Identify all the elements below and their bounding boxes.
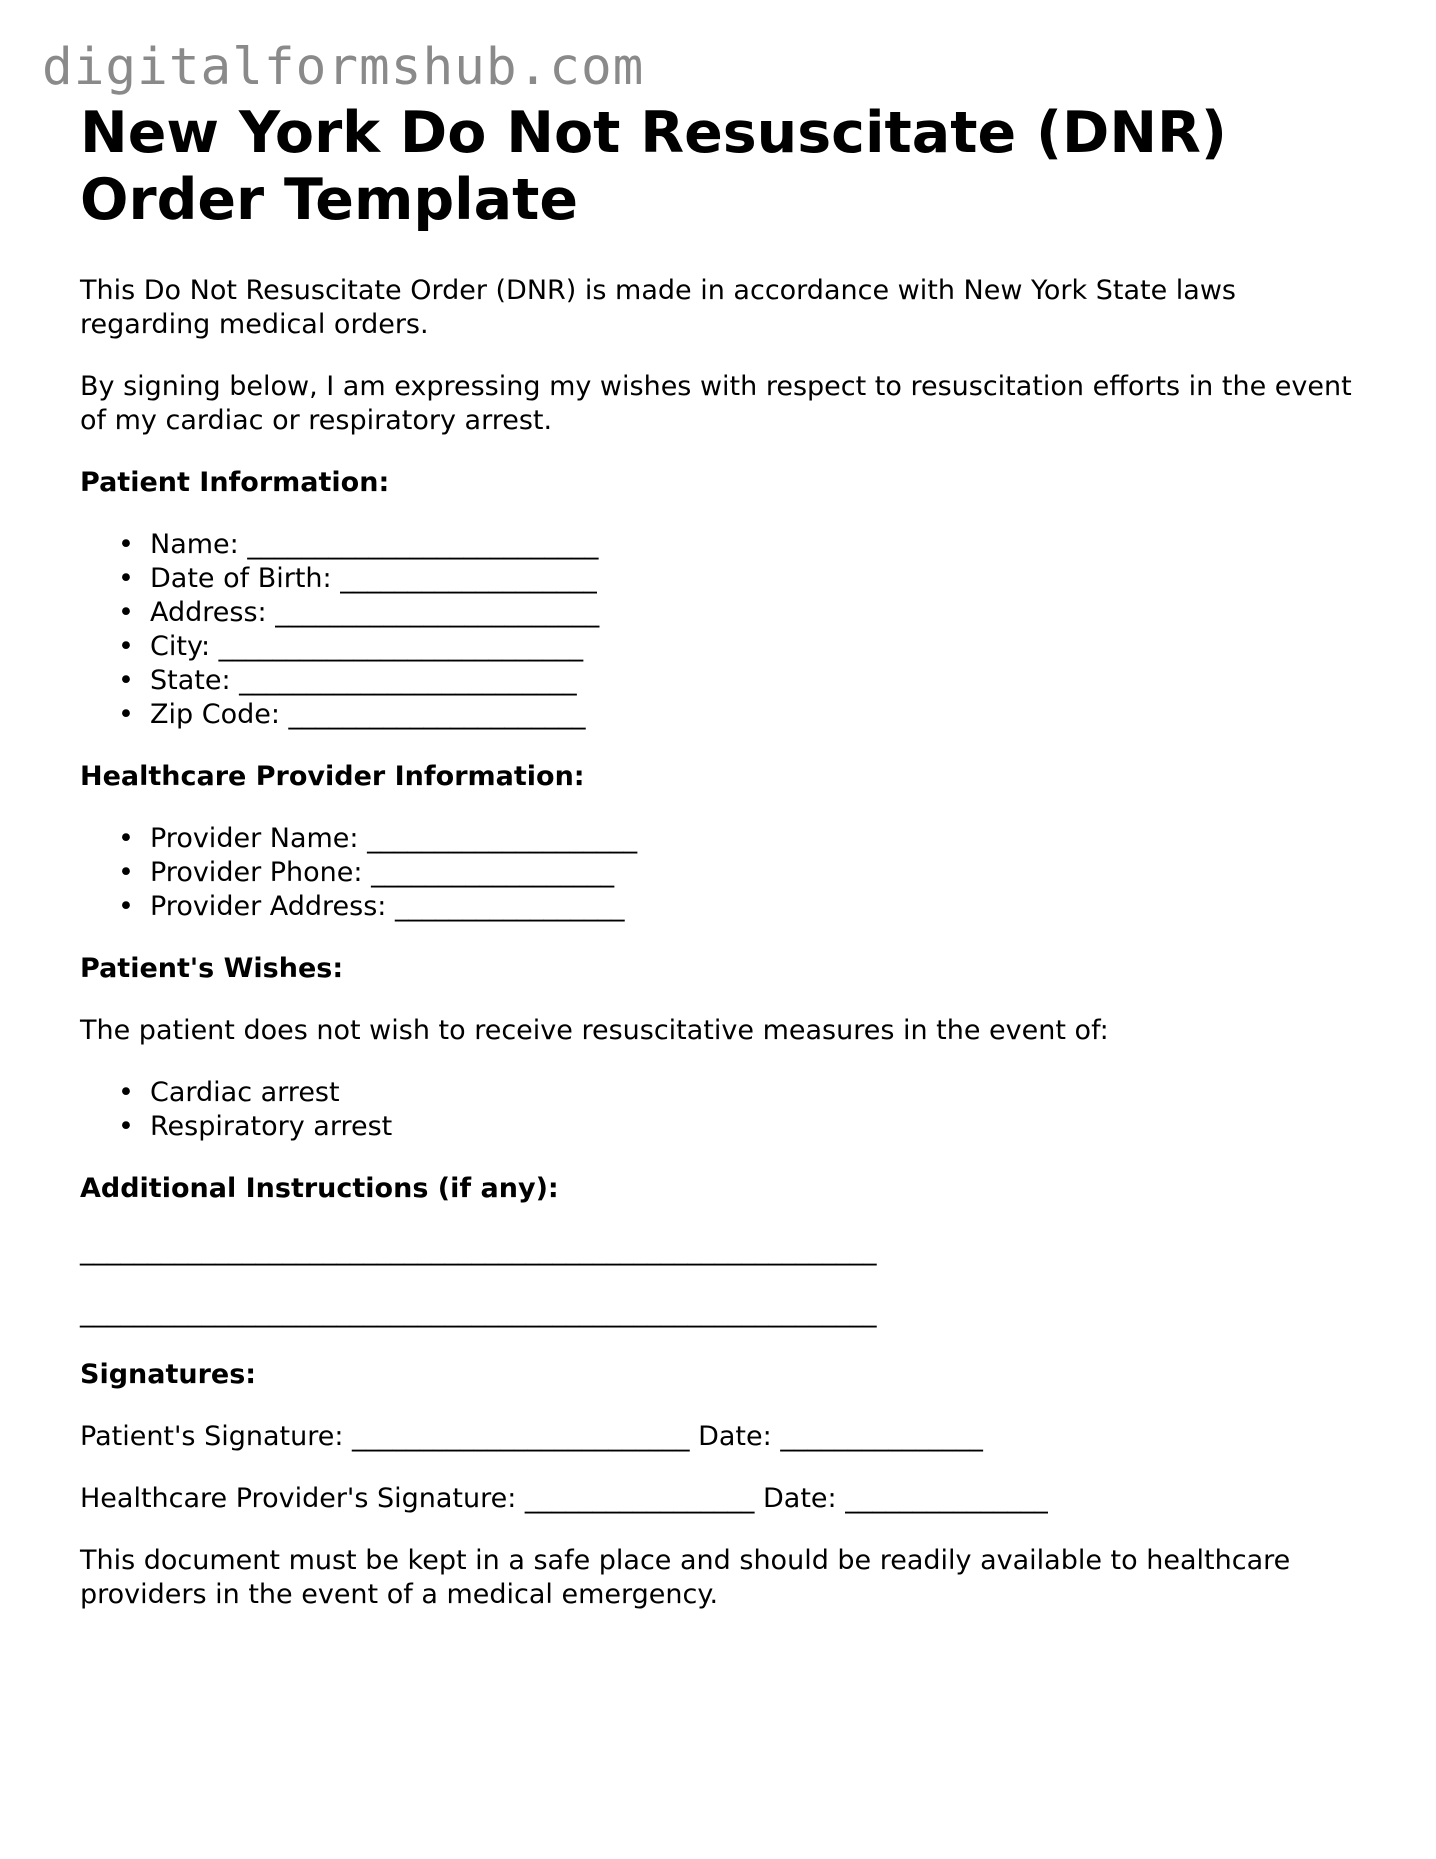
patient-dob-field: • Date of Birth: ___________________: [150, 562, 1370, 596]
patient-state-field: • State: _________________________: [150, 664, 1370, 698]
page-title: New York Do Not Resuscitate (DNR) Order Template: [80, 100, 1227, 233]
wishes-list: [80, 1076, 1370, 1144]
patient-signature-line: Patient's Signature: _________________________ Date: _______________: [80, 1421, 983, 1452]
patient-address-field: • Address: ________________________: [150, 596, 1370, 630]
provider-info-heading: Healthcare Provider Information:: [80, 761, 585, 792]
patient-zip-field: • Zip Code: ______________________: [150, 698, 1370, 732]
additional-instructions-line: ___________________________________________________________: [80, 1235, 877, 1266]
patient-info-heading: Patient Information:: [80, 467, 390, 498]
provider-phone-field: • Provider Phone: __________________: [150, 856, 1370, 890]
additional-instructions-line: ___________________________________________________________: [80, 1297, 877, 1328]
provider-signature-line: Healthcare Provider's Signature: _________________ Date: _______________: [80, 1483, 1048, 1514]
intro-paragraph-1: This Do Not Resuscitate Order (DNR) is made in accordance with New York State laws regarding medical orders.: [80, 275, 1236, 340]
intro-paragraph-2: By signing below, I am expressing my wishes with respect to resuscitation efforts in the event of my cardiac or respiratory arrest.: [80, 371, 1352, 436]
closing-paragraph: This document must be kept in a safe place and should be readily available to healthcare providers in the event of a medical emergency.: [80, 1545, 1291, 1610]
patient-city-field: • City: ___________________________: [150, 630, 1370, 664]
wish-item: • Cardiac arrest: [150, 1076, 1370, 1110]
provider-info-list: [80, 822, 1370, 924]
additional-instructions-heading: Additional Instructions (if any):: [80, 1173, 559, 1204]
wish-item: • Respiratory arrest: [150, 1110, 1370, 1144]
signatures-heading: Signatures:: [80, 1359, 257, 1390]
wishes-text: The patient does not wish to receive resuscitative measures in the event of:: [80, 1015, 1109, 1046]
document-body: [80, 100, 1370, 1612]
provider-name-field: • Provider Name: ____________________: [150, 822, 1370, 856]
watermark: digitalformshub.com: [42, 38, 645, 97]
wishes-heading: Patient's Wishes:: [80, 953, 344, 984]
patient-name-field: • Name: __________________________: [150, 528, 1370, 562]
patient-info-list: [80, 528, 1370, 732]
provider-address-field: • Provider Address: _________________: [150, 890, 1370, 924]
